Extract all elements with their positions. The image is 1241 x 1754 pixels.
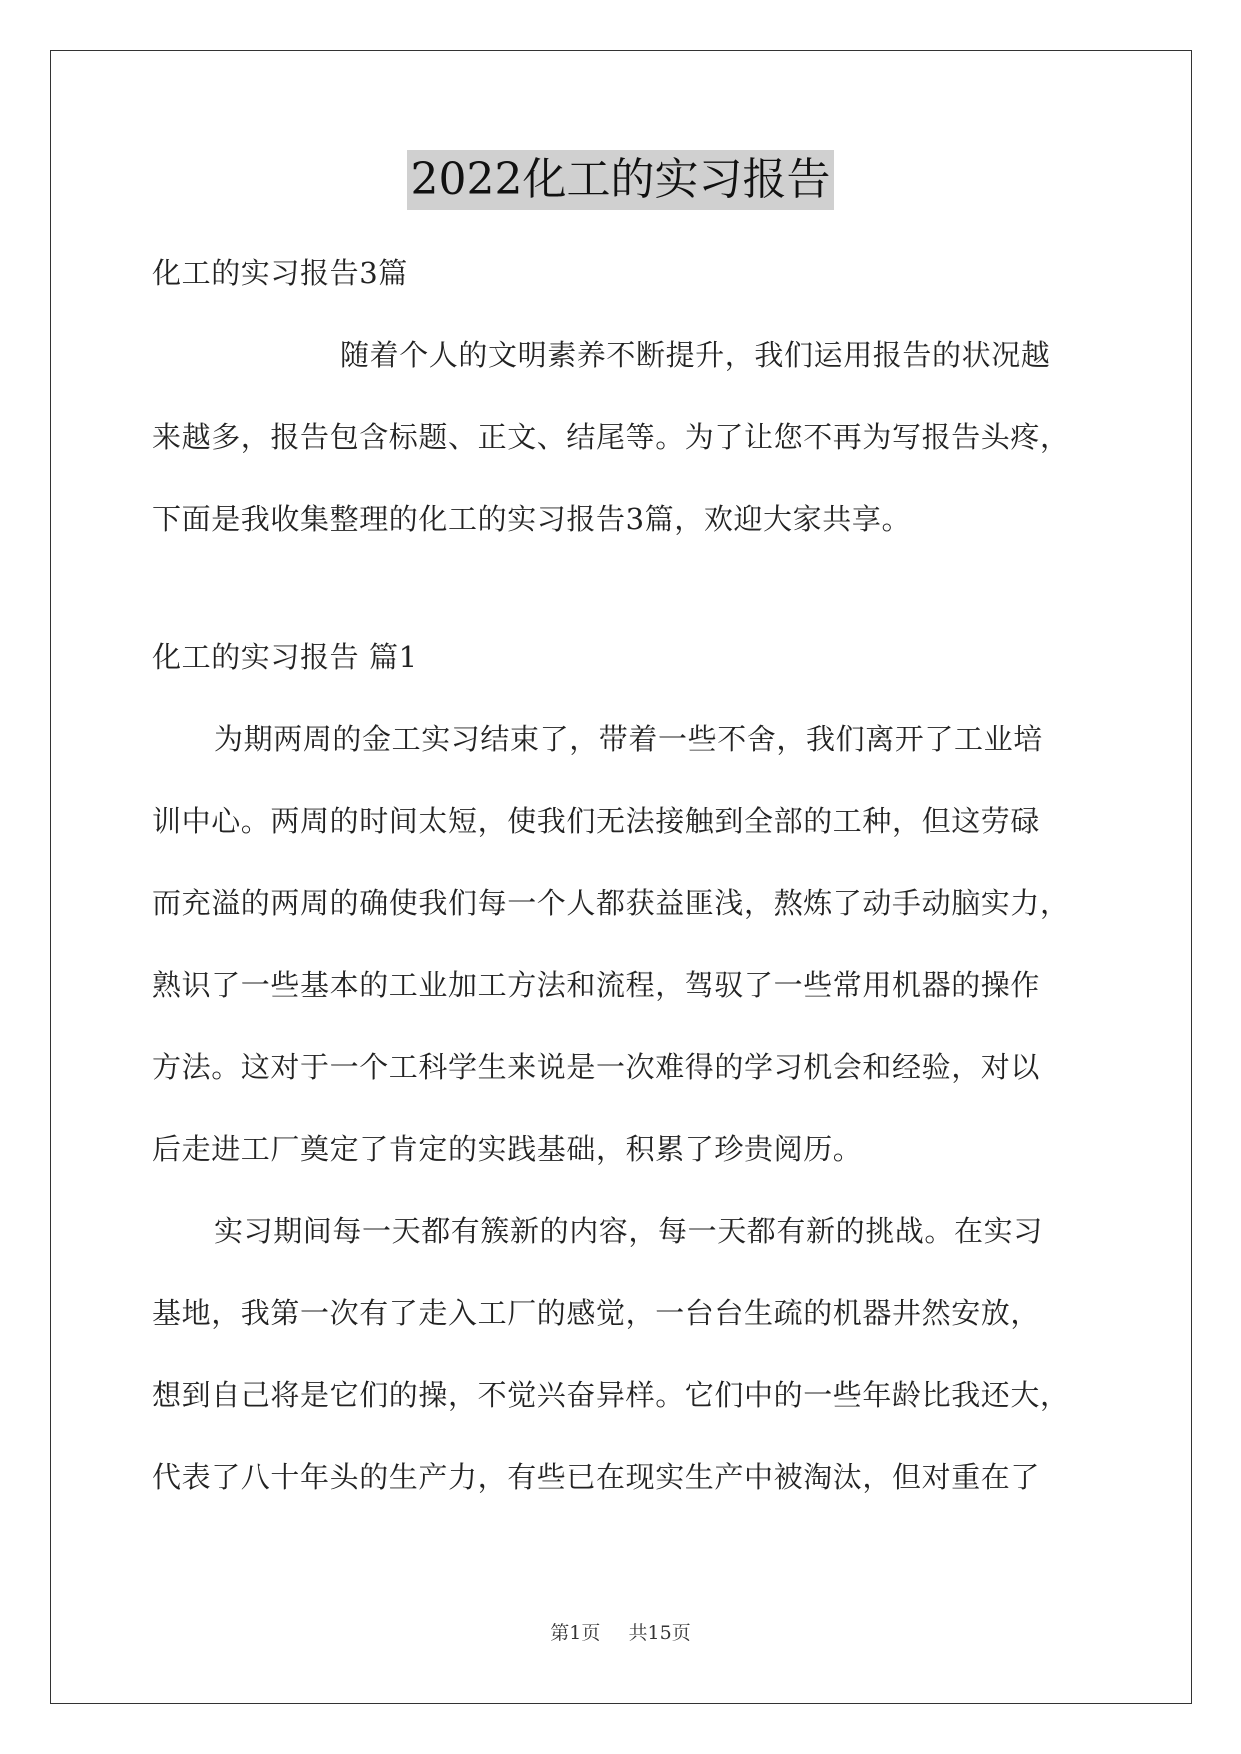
document-title: 2022化工的实习报告 bbox=[407, 150, 835, 210]
page-total: 共15页 bbox=[628, 1622, 691, 1644]
paragraph-line: 实习期间每一天都有簇新的内容，每一天都有新的挑战。在实习 bbox=[214, 1214, 1043, 1248]
paragraph-line: 后走进工厂奠定了肯定的实践基础，积累了珍贵阅历。 bbox=[152, 1132, 863, 1166]
intro-line: 来越多，报告包含标题、正文、结尾等。为了让您不再为写报告头疼， bbox=[152, 420, 1070, 454]
paragraph-line: 为期两周的金工实习结束了，带着一些不舍，我们离开了工业培 bbox=[214, 722, 1043, 756]
paragraph-line: 熟识了一些基本的工业加工方法和流程，驾驭了一些常用机器的操作 bbox=[152, 968, 1041, 1002]
page-number: 第1页 bbox=[550, 1622, 601, 1644]
spacer bbox=[152, 560, 1090, 616]
document-body bbox=[152, 232, 1090, 1518]
subtitle: 化工的实习报告3篇 bbox=[152, 256, 408, 290]
paragraph-line: 代表了八十年头的生产力，有些已在现实生产中被淘汰，但对重在了 bbox=[152, 1460, 1041, 1494]
title-container bbox=[0, 150, 1241, 210]
section-heading: 化工的实习报告 篇1 bbox=[152, 640, 418, 674]
paragraph-line: 想到自己将是它们的操，不觉兴奋异样。它们中的一些年龄比我还大， bbox=[152, 1378, 1070, 1412]
intro-line: 下面是我收集整理的化工的实习报告3篇，欢迎大家共享。 bbox=[152, 502, 912, 536]
intro-line: 随着个人的文明素养不断提升，我们运用报告的状况越 bbox=[340, 338, 1051, 372]
paragraph-line: 训中心。两周的时间太短，使我们无法接触到全部的工种，但这劳碌 bbox=[152, 804, 1041, 838]
paragraph-line: 方法。这对于一个工科学生来说是一次难得的学习机会和经验，对以 bbox=[152, 1050, 1041, 1084]
page-footer bbox=[0, 1618, 1241, 1645]
paragraph-line: 而充溢的两周的确使我们每一个人都获益匪浅，熬炼了动手动脑实力， bbox=[152, 886, 1070, 920]
paragraph-line: 基地，我第一次有了走入工厂的感觉，一台台生疏的机器井然安放， bbox=[152, 1296, 1041, 1330]
